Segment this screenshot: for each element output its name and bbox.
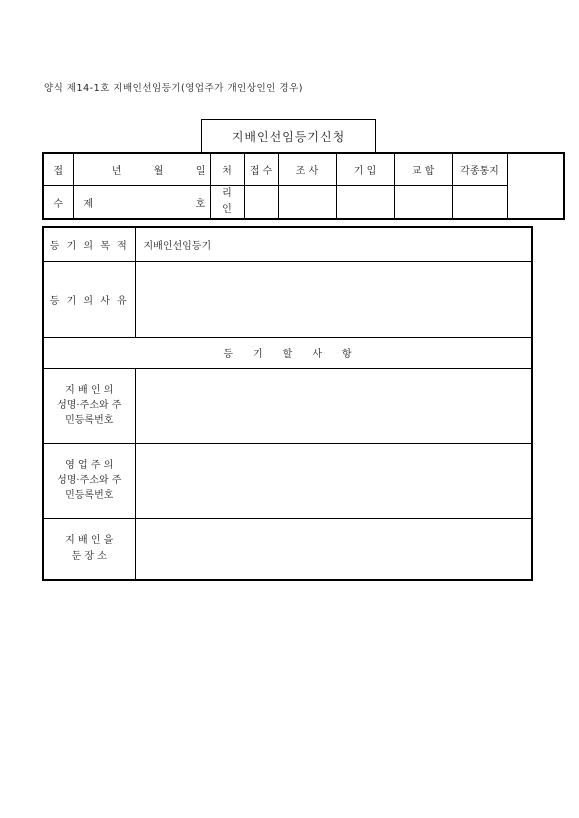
place-label (43, 518, 135, 580)
purpose-label: 등 기 의 목 적 (43, 227, 135, 261)
main-table (42, 226, 533, 581)
cell-giip[interactable] (336, 186, 394, 220)
manager-label-line2: 성명·주소와 주 (57, 400, 122, 411)
owner-value[interactable] (135, 443, 532, 518)
cell-gyohap[interactable] (394, 186, 452, 220)
col-notice: 각종통지 (452, 153, 507, 186)
owner-label (43, 443, 135, 518)
owner-label-line1: 영 업 주 의 (65, 460, 114, 471)
purpose-value[interactable]: 지배인선임등기 (135, 227, 532, 261)
receipt-table (42, 152, 565, 220)
place-value[interactable] (135, 518, 532, 580)
manager-label-line3: 민등록번호 (65, 415, 114, 426)
receipt-date[interactable] (73, 153, 210, 186)
col-giip: 기 입 (336, 153, 394, 186)
owner-label-line3: 민등록번호 (65, 490, 114, 501)
cheoriin-in: 인 (222, 204, 232, 215)
reason-value[interactable] (135, 261, 532, 337)
col-josa: 조 사 (278, 153, 336, 186)
manager-label (43, 368, 135, 443)
cheoriin-label-23 (210, 186, 244, 220)
day-label: 일 (195, 166, 206, 177)
place-label-line1: 지 배 인 을 (65, 534, 114, 546)
manager-value[interactable] (135, 368, 532, 443)
form-reference: 양식 제14-1호 지배인선임등기(영업주가 개인상인인 경우) (44, 83, 303, 94)
cheoriin-ri: 리 (222, 188, 232, 199)
month-label: 월 (153, 166, 164, 177)
col-jeopsu: 접 수 (244, 153, 278, 186)
je-label: 제 (83, 198, 94, 210)
cell-josa[interactable] (278, 186, 336, 220)
place-label-line2: 둔 장 소 (71, 550, 107, 562)
cheoriin-label-1: 처 (210, 153, 244, 186)
year-label: 년 (111, 166, 122, 177)
receipt-number[interactable] (73, 186, 210, 220)
form-title: 지배인선임등기신청 (201, 119, 376, 152)
owner-label-line2: 성명·주소와 주 (57, 475, 122, 486)
cell-notice[interactable] (452, 186, 507, 220)
receipt-jeop-label: 접 (43, 153, 73, 186)
cell-jeopsu[interactable] (244, 186, 278, 220)
reason-label: 등 기 의 사 유 (43, 261, 135, 337)
ho-label: 호 (195, 198, 206, 210)
col-gyohap: 교 합 (394, 153, 452, 186)
matters-header: 등 기 할 사 항 (43, 337, 532, 368)
manager-label-line1: 지 배 인 의 (65, 385, 114, 396)
receipt-su-label: 수 (43, 186, 73, 220)
